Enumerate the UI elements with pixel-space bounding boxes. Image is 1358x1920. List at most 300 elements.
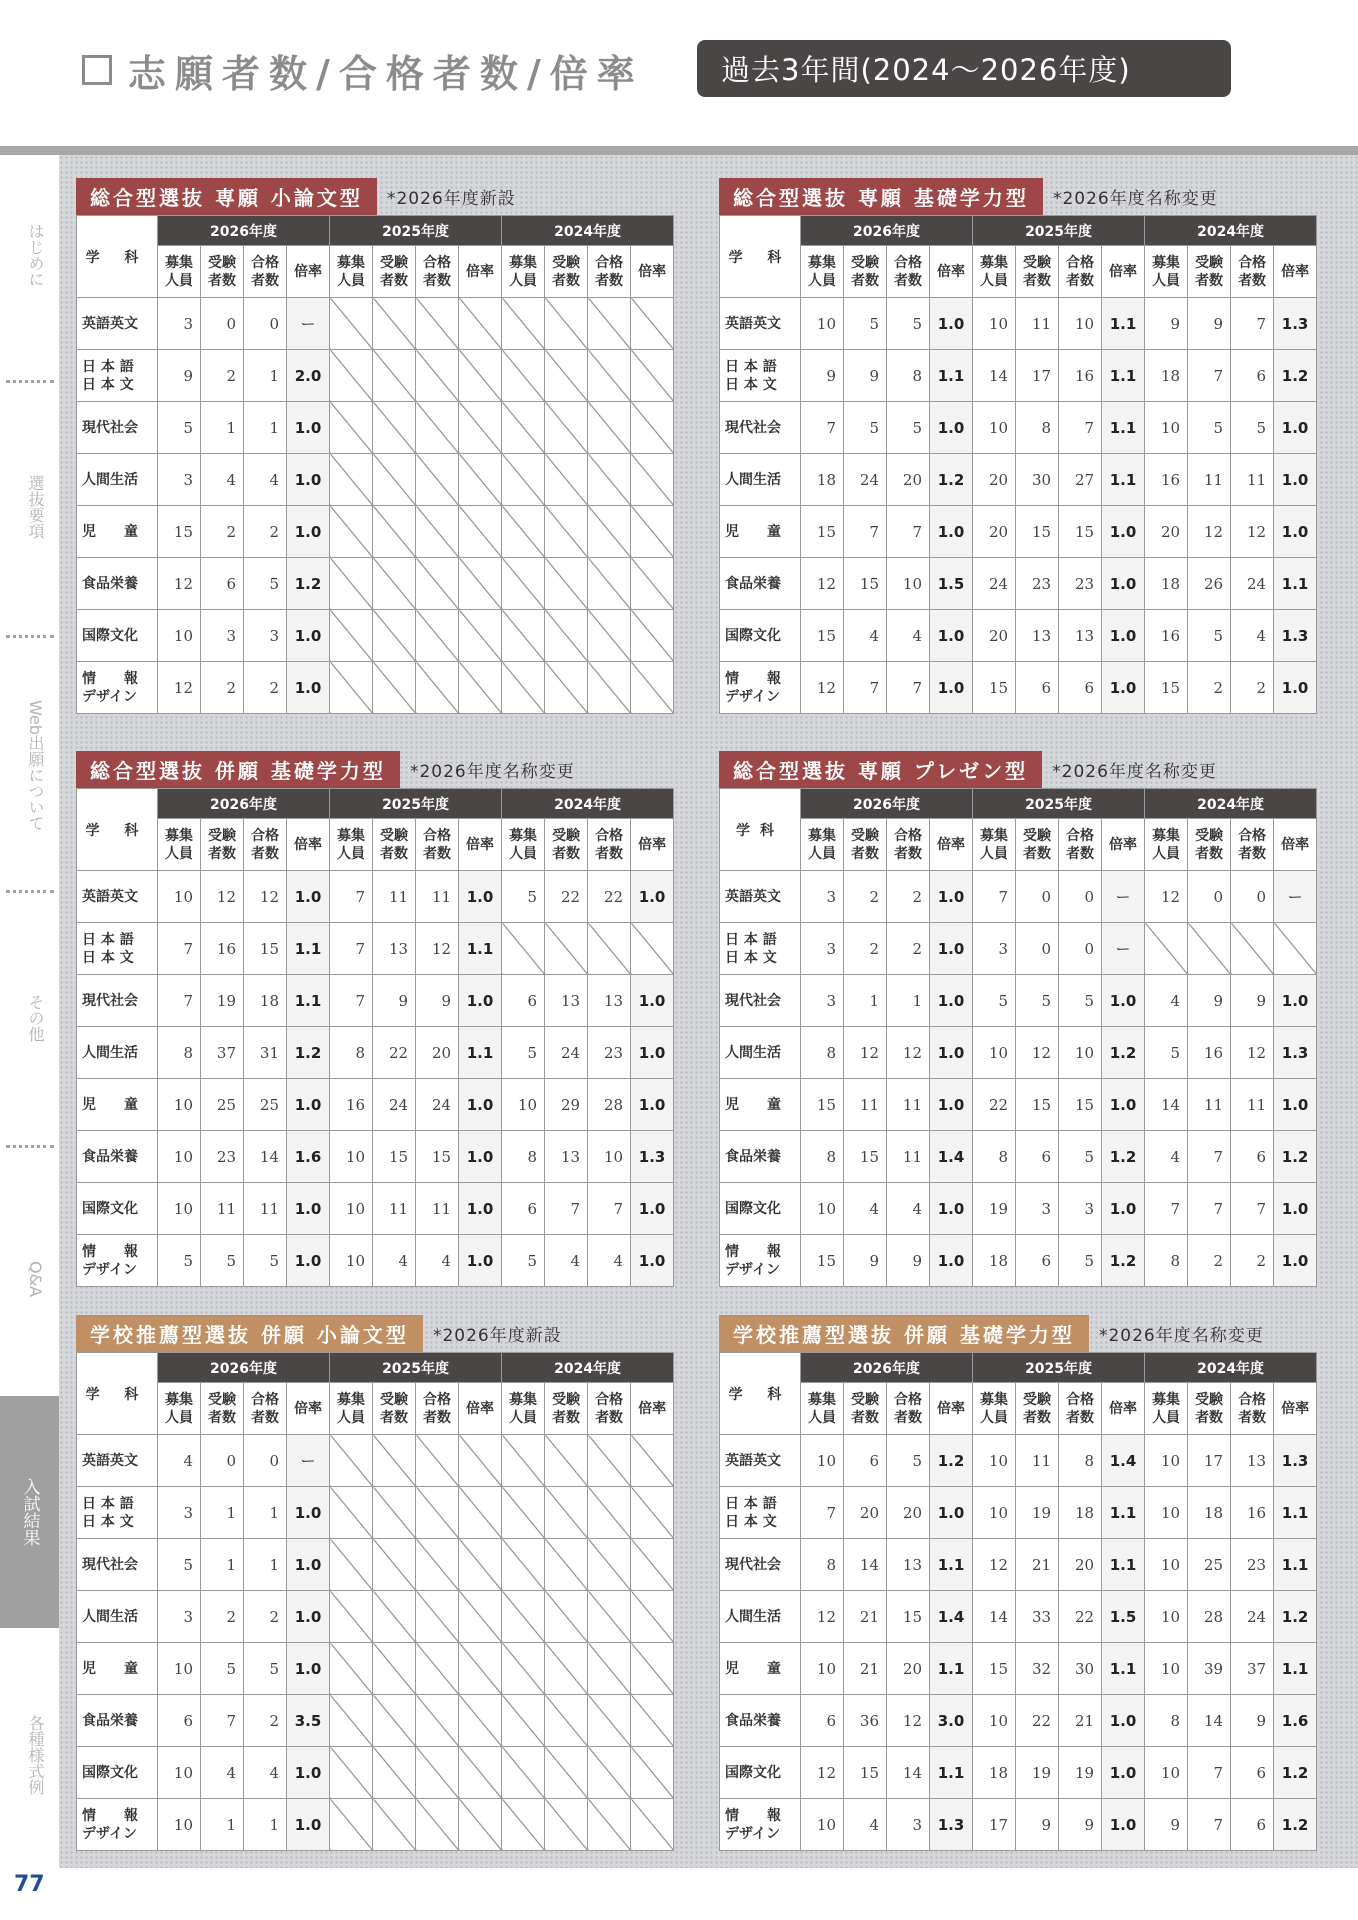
table-row (720, 1131, 1317, 1183)
year-header: 2026年度 (158, 1353, 330, 1383)
ratio-cell: 1.2 (1102, 1235, 1145, 1287)
ratio-cell: 1.0 (459, 975, 502, 1027)
ratio-cell: 1.6 (287, 1131, 330, 1183)
count-cell: 8 (1145, 1235, 1188, 1287)
ratio-cell: 1.0 (930, 871, 973, 923)
count-cell: 5 (158, 1235, 201, 1287)
column-header-recruit: 募集 人員 (1145, 819, 1188, 871)
table-row (720, 662, 1317, 714)
column-header-ratio: 倍率 (1102, 1383, 1145, 1435)
table-row (720, 1487, 1317, 1539)
count-cell: 10 (973, 1027, 1016, 1079)
count-cell: 5 (158, 1539, 201, 1591)
count-cell: 10 (801, 298, 844, 350)
column-header-passed: 合格 者数 (1231, 819, 1274, 871)
count-cell: 8 (887, 350, 930, 402)
ratio-cell: 1.0 (1274, 402, 1317, 454)
count-cell: 5 (201, 1643, 244, 1695)
empty-cell (588, 558, 631, 610)
count-cell: 7 (330, 871, 373, 923)
dept-name: 英語英文 (77, 1435, 158, 1487)
empty-cell (588, 1539, 631, 1591)
empty-cell (459, 1695, 502, 1747)
ratio-cell: 1.3 (1274, 298, 1317, 350)
count-cell: 3 (201, 610, 244, 662)
results-table (719, 788, 1317, 1287)
empty-cell (373, 1799, 416, 1851)
column-header-recruit: 募集 人員 (158, 1383, 201, 1435)
column-header-recruit: 募集 人員 (973, 819, 1016, 871)
empty-cell (631, 1591, 674, 1643)
count-cell: 12 (416, 923, 459, 975)
empty-cell (373, 1695, 416, 1747)
column-header-passed: 合格 者数 (1059, 819, 1102, 871)
page-title-text: 志願者数/合格者数/倍率 (128, 51, 644, 96)
count-cell: 18 (244, 975, 287, 1027)
count-cell: 3 (158, 1487, 201, 1539)
count-cell: 16 (1145, 610, 1188, 662)
count-cell: 23 (201, 1131, 244, 1183)
empty-cell (373, 1643, 416, 1695)
sidebar-item-label: Q&A (26, 1260, 45, 1297)
column-header-ratio: 倍率 (1102, 819, 1145, 871)
count-cell: 9 (844, 350, 887, 402)
count-cell: 2 (1188, 1235, 1231, 1287)
count-cell: 10 (502, 1079, 545, 1131)
dept-name: 人間生活 (77, 1591, 158, 1643)
count-cell: 23 (1059, 558, 1102, 610)
ratio-cell: 1.2 (1274, 1799, 1317, 1851)
count-cell: 4 (373, 1235, 416, 1287)
count-cell: 0 (1059, 923, 1102, 975)
count-cell: 3 (158, 1591, 201, 1643)
count-cell: 9 (1145, 1799, 1188, 1851)
section-note: *2026年度新設 (386, 189, 516, 209)
ratio-cell: 1.0 (287, 402, 330, 454)
count-cell: 13 (887, 1539, 930, 1591)
sidebar-item-guidelines[interactable] (0, 462, 70, 552)
ratio-cell: 1.3 (1274, 1435, 1317, 1487)
column-header-applicants: 受験 者数 (201, 819, 244, 871)
empty-cell (416, 1799, 459, 1851)
count-cell: 7 (588, 1183, 631, 1235)
count-cell: 15 (801, 506, 844, 558)
section-ao-exclusive-basic (719, 178, 1317, 714)
ratio-cell: 1.0 (459, 871, 502, 923)
dept-name: 児 童 (720, 1643, 801, 1695)
count-cell: 7 (330, 923, 373, 975)
count-cell: 6 (502, 975, 545, 1027)
count-cell: 0 (244, 298, 287, 350)
column-header-row (720, 819, 1317, 871)
dept-name: 食品栄養 (77, 1131, 158, 1183)
empty-cell (545, 298, 588, 350)
empty-cell (631, 402, 674, 454)
empty-cell (459, 1539, 502, 1591)
dept-name: 人間生活 (720, 454, 801, 506)
count-cell: 5 (844, 402, 887, 454)
column-header-applicants: 受験 者数 (1016, 819, 1059, 871)
count-cell: 31 (244, 1027, 287, 1079)
header-divider (0, 146, 1358, 155)
empty-cell (502, 558, 545, 610)
count-cell: 22 (1016, 1695, 1059, 1747)
column-header-recruit: 募集 人員 (330, 1383, 373, 1435)
empty-cell (1145, 923, 1188, 975)
dept-name: 国際文化 (77, 610, 158, 662)
empty-cell (502, 1487, 545, 1539)
empty-cell (373, 558, 416, 610)
ratio-cell: 1.0 (1102, 610, 1145, 662)
ratio-cell: 1.1 (287, 923, 330, 975)
count-cell: 10 (801, 1435, 844, 1487)
count-cell: 20 (973, 454, 1016, 506)
count-cell: 13 (545, 975, 588, 1027)
table-row (720, 1643, 1317, 1695)
ratio-cell: 1.0 (930, 1079, 973, 1131)
year-header: 2024年度 (502, 1353, 674, 1383)
ratio-cell: 1.0 (930, 662, 973, 714)
ratio-cell: 1.0 (930, 1027, 973, 1079)
count-cell: 6 (1016, 1131, 1059, 1183)
empty-cell (631, 1695, 674, 1747)
ratio-cell: 1.2 (1274, 1591, 1317, 1643)
count-cell: 36 (844, 1695, 887, 1747)
empty-cell (373, 1747, 416, 1799)
empty-cell (459, 402, 502, 454)
sidebar-item-web-application[interactable] (0, 665, 70, 865)
count-cell: 11 (373, 871, 416, 923)
count-cell: 8 (1145, 1695, 1188, 1747)
count-cell: 22 (973, 1079, 1016, 1131)
ratio-cell: 1.0 (930, 402, 973, 454)
column-header-row (77, 1383, 674, 1435)
dept-name: 日 本 語 日 本 文 (77, 350, 158, 402)
ratio-cell: 1.0 (287, 1487, 330, 1539)
empty-cell (330, 662, 373, 714)
empty-cell (330, 298, 373, 350)
count-cell: 20 (1145, 506, 1188, 558)
count-cell: 5 (244, 558, 287, 610)
count-cell: 20 (887, 1643, 930, 1695)
ratio-cell: 1.4 (1102, 1435, 1145, 1487)
dept-name: 英語英文 (720, 1435, 801, 1487)
table-row (720, 923, 1317, 975)
checkbox-square-icon (82, 55, 112, 85)
ratio-cell: 1.2 (1274, 350, 1317, 402)
empty-cell (459, 662, 502, 714)
dept-name: 人間生活 (720, 1591, 801, 1643)
count-cell: 4 (844, 1799, 887, 1851)
empty-cell (416, 1747, 459, 1799)
empty-cell (330, 558, 373, 610)
section-header (719, 751, 1317, 788)
count-cell: 9 (801, 350, 844, 402)
ratio-cell: 1.2 (1274, 1747, 1317, 1799)
count-cell: 12 (244, 871, 287, 923)
section-title: 総合型選抜 併願 基礎学力型 (76, 751, 400, 788)
empty-cell (1274, 923, 1317, 975)
empty-cell (631, 506, 674, 558)
count-cell: 16 (1059, 350, 1102, 402)
dept-name: 英語英文 (77, 298, 158, 350)
count-cell: 10 (1059, 1027, 1102, 1079)
count-cell: 5 (1059, 975, 1102, 1027)
dept-name: 情 報 デザイン (720, 1235, 801, 1287)
table-row (720, 610, 1317, 662)
count-cell: 2 (844, 871, 887, 923)
table-row (77, 1235, 674, 1287)
sidebar-item-qa[interactable] (0, 1245, 70, 1313)
empty-cell (502, 454, 545, 506)
dept-name: 日 本 語 日 本 文 (720, 350, 801, 402)
count-cell: 10 (158, 1079, 201, 1131)
count-cell: 39 (1188, 1643, 1231, 1695)
column-header-recruit: 募集 人員 (1145, 246, 1188, 298)
empty-cell (416, 1695, 459, 1747)
empty-cell (631, 350, 674, 402)
count-cell: 24 (373, 1079, 416, 1131)
count-cell: 14 (244, 1131, 287, 1183)
dept-name: 食品栄養 (720, 558, 801, 610)
ratio-cell: ー (1102, 871, 1145, 923)
column-header-passed: 合格 者数 (244, 1383, 287, 1435)
count-cell: 26 (1188, 558, 1231, 610)
empty-cell (416, 506, 459, 558)
empty-cell (631, 1643, 674, 1695)
count-cell: 2 (201, 506, 244, 558)
ratio-cell: 1.0 (930, 1487, 973, 1539)
count-cell: 13 (545, 1131, 588, 1183)
empty-cell (502, 1591, 545, 1643)
count-cell: 1 (887, 975, 930, 1027)
count-cell: 10 (330, 1183, 373, 1235)
count-cell: 15 (1059, 1079, 1102, 1131)
count-cell: 2 (844, 923, 887, 975)
ratio-cell: 1.0 (1102, 1799, 1145, 1851)
sidebar-item-label: 入試結果 (19, 1478, 40, 1546)
count-cell: 7 (973, 871, 1016, 923)
count-cell: 10 (1145, 1539, 1188, 1591)
dept-name: 情 報 デザイン (77, 1235, 158, 1287)
table-row (77, 923, 674, 975)
count-cell: 7 (844, 662, 887, 714)
column-header-applicants: 受験 者数 (844, 819, 887, 871)
sidebar-divider (6, 1145, 54, 1148)
ratio-cell: 1.0 (459, 1079, 502, 1131)
year-header: 2024年度 (1145, 789, 1317, 819)
count-cell: 15 (1016, 506, 1059, 558)
count-cell: 3 (887, 1799, 930, 1851)
count-cell: 4 (887, 610, 930, 662)
empty-cell (502, 610, 545, 662)
count-cell: 1 (201, 402, 244, 454)
dept-column-header: 学科 (720, 789, 801, 871)
count-cell: 6 (1231, 350, 1274, 402)
count-cell: 5 (244, 1643, 287, 1695)
section-title: 総合型選抜 専願 基礎学力型 (719, 178, 1043, 215)
dept-name: 食品栄養 (720, 1695, 801, 1747)
sidebar-item-exam-results[interactable] (0, 1396, 59, 1628)
empty-cell (631, 298, 674, 350)
count-cell: 30 (1059, 1643, 1102, 1695)
count-cell: 10 (973, 1435, 1016, 1487)
count-cell: 10 (1145, 1643, 1188, 1695)
empty-cell (545, 1539, 588, 1591)
dept-name: 現代社会 (720, 975, 801, 1027)
empty-cell (416, 1539, 459, 1591)
count-cell: 12 (801, 1747, 844, 1799)
results-table (719, 1352, 1317, 1851)
column-header-recruit: 募集 人員 (973, 1383, 1016, 1435)
ratio-cell: 1.0 (1102, 1079, 1145, 1131)
table-row (720, 1183, 1317, 1235)
count-cell: 15 (844, 1747, 887, 1799)
count-cell: 20 (416, 1027, 459, 1079)
ratio-cell: 1.0 (1102, 975, 1145, 1027)
count-cell: 21 (1059, 1695, 1102, 1747)
count-cell: 3 (158, 298, 201, 350)
table-row (720, 1747, 1317, 1799)
count-cell: 11 (887, 1131, 930, 1183)
count-cell: 11 (244, 1183, 287, 1235)
section-note: *2026年度名称変更 (1052, 762, 1217, 782)
count-cell: 0 (201, 1435, 244, 1487)
section-note: *2026年度名称変更 (1098, 1326, 1264, 1346)
count-cell: 23 (1231, 1539, 1274, 1591)
empty-cell (631, 1435, 674, 1487)
empty-cell (373, 1591, 416, 1643)
table-row (77, 1591, 674, 1643)
empty-cell (545, 610, 588, 662)
count-cell: 19 (1016, 1747, 1059, 1799)
count-cell: 9 (887, 1235, 930, 1287)
count-cell: 12 (887, 1027, 930, 1079)
ratio-cell: 1.0 (1274, 975, 1317, 1027)
count-cell: 16 (1231, 1487, 1274, 1539)
column-header-passed: 合格 者数 (244, 246, 287, 298)
count-cell: 15 (1059, 506, 1102, 558)
count-cell: 14 (973, 1591, 1016, 1643)
period-badge: 過去3年間(2024〜2026年度) (697, 40, 1231, 97)
dept-name: 国際文化 (77, 1747, 158, 1799)
empty-cell (459, 1487, 502, 1539)
count-cell: 10 (158, 610, 201, 662)
empty-cell (416, 454, 459, 506)
empty-cell (545, 558, 588, 610)
count-cell: 10 (1145, 1435, 1188, 1487)
dept-name: 日 本 語 日 本 文 (77, 1487, 158, 1539)
empty-cell (373, 298, 416, 350)
empty-cell (330, 1487, 373, 1539)
dept-name: 現代社会 (720, 402, 801, 454)
column-header-row (77, 246, 674, 298)
empty-cell (373, 454, 416, 506)
sidebar-item-intro[interactable] (0, 215, 70, 295)
dept-name: 食品栄養 (720, 1131, 801, 1183)
count-cell: 33 (1016, 1591, 1059, 1643)
empty-cell (502, 506, 545, 558)
count-cell: 7 (1188, 1799, 1231, 1851)
count-cell: 9 (1231, 1695, 1274, 1747)
section-title: 総合型選抜 専願 プレゼン型 (719, 751, 1042, 788)
count-cell: 9 (1145, 298, 1188, 350)
ratio-cell: 1.1 (459, 923, 502, 975)
sidebar-item-other[interactable] (0, 982, 70, 1054)
count-cell: 10 (1145, 1487, 1188, 1539)
count-cell: 10 (158, 1747, 201, 1799)
section-header (719, 1315, 1317, 1352)
count-cell: 12 (1016, 1027, 1059, 1079)
table-row (77, 610, 674, 662)
count-cell: 18 (801, 454, 844, 506)
count-cell: 32 (1016, 1643, 1059, 1695)
ratio-cell: 1.0 (1274, 454, 1317, 506)
column-header-applicants: 受験 者数 (373, 819, 416, 871)
empty-cell (588, 1747, 631, 1799)
count-cell: 4 (158, 1435, 201, 1487)
count-cell: 12 (1188, 506, 1231, 558)
year-header: 2026年度 (158, 216, 330, 246)
count-cell: 24 (844, 454, 887, 506)
count-cell: 2 (201, 1591, 244, 1643)
ratio-cell: 1.0 (287, 1643, 330, 1695)
ratio-cell: 1.0 (287, 506, 330, 558)
count-cell: 10 (973, 1487, 1016, 1539)
count-cell: 13 (373, 923, 416, 975)
table-row (720, 1435, 1317, 1487)
count-cell: 6 (201, 558, 244, 610)
sidebar-item-forms[interactable] (0, 1695, 70, 1815)
dept-name: 情 報 デザイン (720, 662, 801, 714)
ratio-cell: 1.0 (930, 1235, 973, 1287)
count-cell: 22 (545, 871, 588, 923)
count-cell: 7 (1059, 402, 1102, 454)
count-cell: 7 (887, 506, 930, 558)
count-cell: 0 (201, 298, 244, 350)
year-header: 2026年度 (158, 789, 330, 819)
empty-cell (459, 1643, 502, 1695)
count-cell: 2 (244, 662, 287, 714)
count-cell: 16 (201, 923, 244, 975)
empty-cell (330, 1799, 373, 1851)
dept-name: 現代社会 (77, 975, 158, 1027)
column-header-recruit: 募集 人員 (502, 819, 545, 871)
table-row (77, 871, 674, 923)
count-cell: 8 (801, 1027, 844, 1079)
empty-cell (588, 402, 631, 454)
count-cell: 4 (201, 1747, 244, 1799)
column-header-passed: 合格 者数 (588, 1383, 631, 1435)
table-row (77, 298, 674, 350)
count-cell: 9 (158, 350, 201, 402)
count-cell: 9 (1231, 975, 1274, 1027)
count-cell: 13 (1231, 1435, 1274, 1487)
column-header-applicants: 受験 者数 (1188, 1383, 1231, 1435)
dept-name: 国際文化 (720, 1747, 801, 1799)
year-header: 2025年度 (330, 1353, 502, 1383)
empty-cell (631, 610, 674, 662)
ratio-cell: 1.0 (631, 1183, 674, 1235)
empty-cell (416, 662, 459, 714)
count-cell: 6 (1016, 662, 1059, 714)
count-cell: 37 (1231, 1643, 1274, 1695)
ratio-cell: 1.1 (1274, 558, 1317, 610)
column-header-passed: 合格 者数 (887, 246, 930, 298)
dept-name: 児 童 (720, 1079, 801, 1131)
count-cell: 10 (973, 1695, 1016, 1747)
count-cell: 2 (1231, 662, 1274, 714)
